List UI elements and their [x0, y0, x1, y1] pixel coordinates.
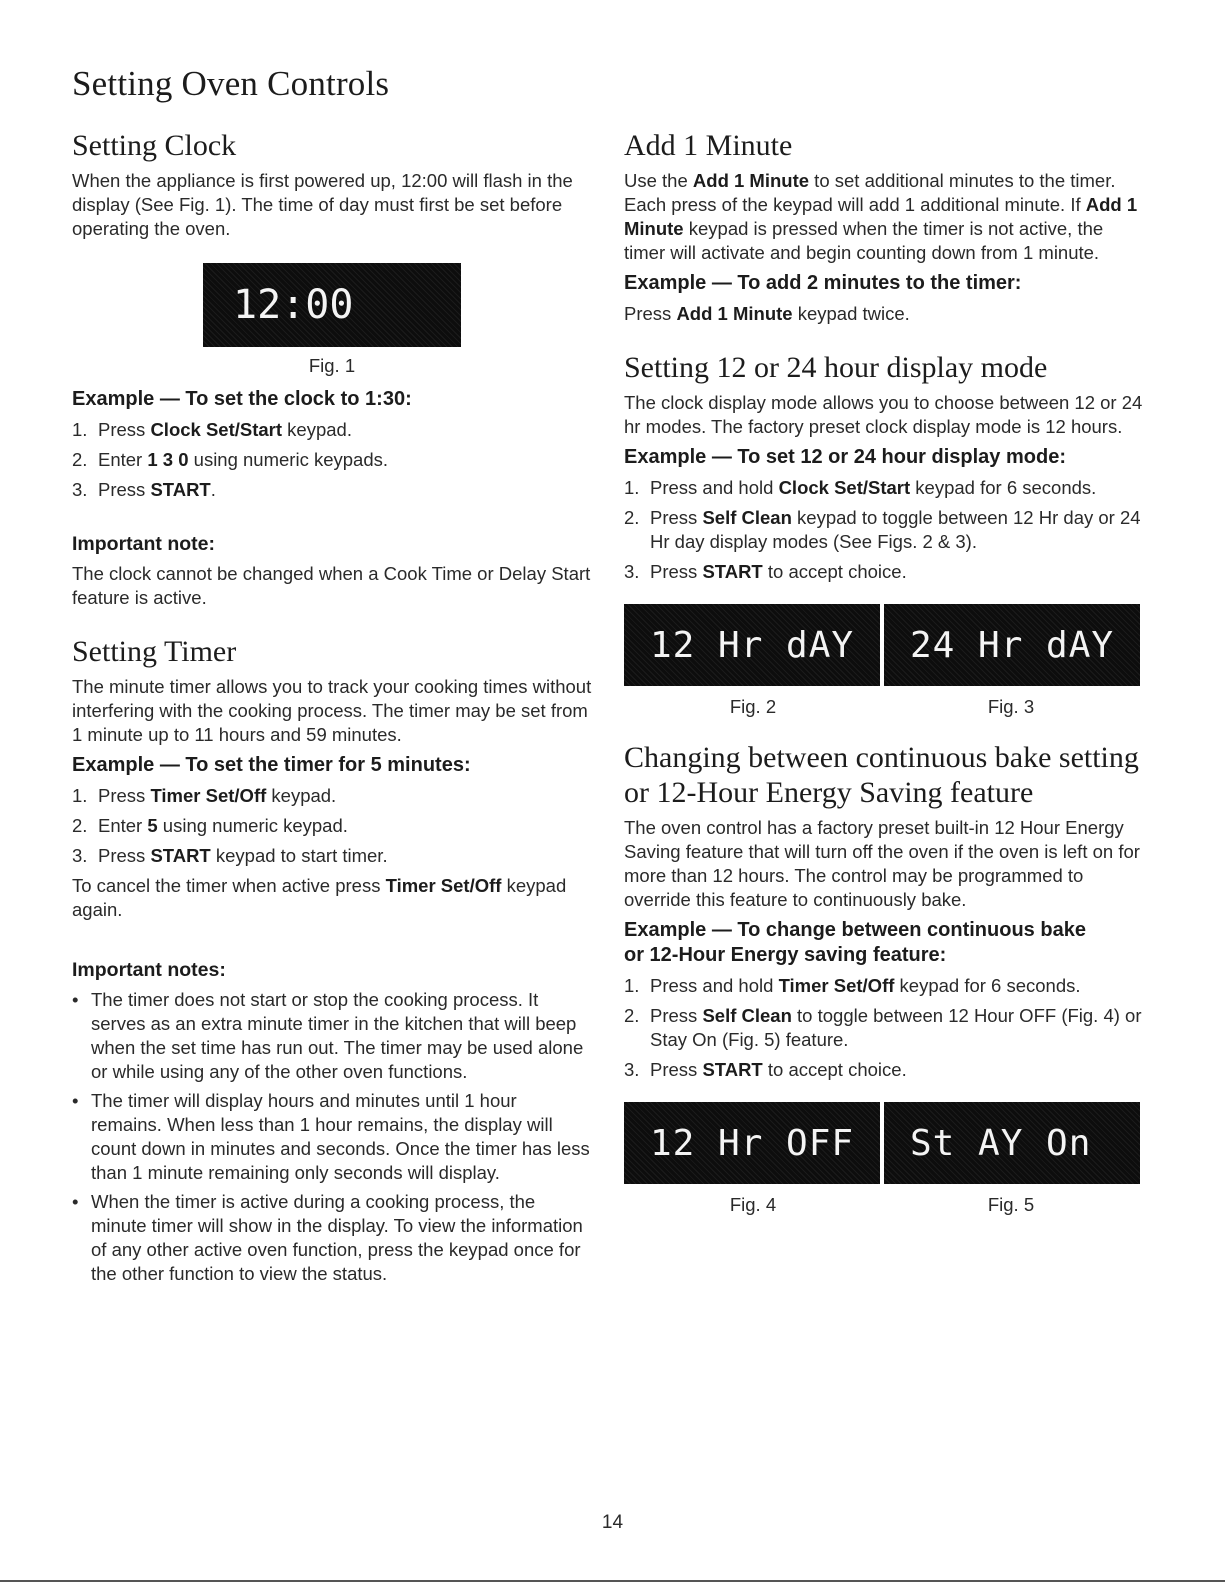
fig5-display [884, 1102, 1140, 1184]
clock-steps [72, 418, 592, 502]
energy-saving-example-heading: Example — To change between continuous bake or 12-Hour Energy saving feature: [624, 919, 1086, 966]
energy-saving-intro: The oven control has a factory preset built-in 12 Hour Energy Saving feature that will turn off the oven if the oven is left on for more than 12 hours. The control may be programmed to override this feature to continuously bake. [624, 817, 1140, 910]
list-item: 1. Press Timer Set/Off keypad. [72, 785, 337, 806]
energy-saving-heading: Changing between continuous bake setting or 12-Hour Energy Saving feature [624, 741, 1139, 809]
list-item: 2. Enter 1 3 0 using numeric keypads. [72, 449, 389, 470]
timer-cancel-text: To cancel the timer when active press Timer Set/Off keypad again. [72, 875, 567, 920]
add-minute-press: Press Add 1 Minute keypad twice. [624, 303, 910, 324]
list-item: 1. Press Clock Set/Start keypad. [72, 419, 352, 440]
display-mode-steps [624, 476, 1149, 584]
list-item: • When the timer is active during a cooking process, the minute timer will show in the display. To view the information of any other active oven function, press the keypad once for the other function to view the status. [72, 1191, 583, 1284]
list-item: 3. Press START. [72, 479, 216, 500]
fig2-fig3-displays [624, 604, 1140, 686]
list-item: • The timer will display hours and minutes until 1 hour remains. When less than 1 hour remains, the display will count down in minutes and seconds. Once the timer has less than 1 minute remaining only seconds will display. [72, 1090, 590, 1183]
timer-notes-heading: Important notes: [72, 959, 226, 981]
list-item: 3. Press START to accept choice. [624, 561, 907, 582]
add-minute-example-heading: Example — To add 2 minutes to the timer: [624, 272, 1022, 294]
setting-timer-intro: The minute timer allows you to track your cooking times without interfering with the cooking process. The timer may be set from 1 minute up to 11 hours and 59 minutes. [72, 676, 592, 745]
fig4-fig5-captions [624, 1194, 1140, 1216]
timer-steps [72, 784, 592, 868]
timer-example-heading: Example — To set the timer for 5 minutes: [72, 754, 471, 776]
list-item: 1. Press and hold Timer Set/Off keypad for 6 seconds. [624, 975, 1081, 996]
fig3-display-text: 24 Hr dAY [910, 624, 1115, 666]
fig5-display-text: St AY On [910, 1122, 1092, 1164]
clock-note-text: The clock cannot be changed when a Cook Time or Delay Start feature is active. [72, 563, 591, 608]
fig5-caption: Fig. 5 [987, 1194, 1035, 1215]
fig4-display [624, 1102, 880, 1184]
fig2-fig3-captions [624, 696, 1140, 718]
display-mode-intro: The clock display mode allows you to choose between 12 or 24 hr modes. The factory preset clock display mode is 12 hours. [624, 392, 1143, 437]
left-column [72, 128, 592, 1291]
setting-timer-section [72, 634, 592, 1286]
setting-clock-intro: When the appliance is first powered up, 12:00 will flash in the display (See Fig. 1). The time of day must first be set before operating the oven. [72, 170, 573, 239]
bullet-icon: • [72, 1191, 79, 1212]
fig4-caption: Fig. 4 [729, 1194, 777, 1215]
fig4-fig5-displays [624, 1102, 1140, 1184]
fig4-display-text: 12 Hr OFF [650, 1122, 855, 1164]
timer-notes [72, 988, 592, 1286]
fig1-display-text: 12:00 [233, 282, 354, 328]
list-item: 3. Press START to accept choice. [624, 1059, 907, 1080]
add-minute-intro: Use the Add 1 Minute to set additional minutes to the timer. Each press of the keypad will add 1 additional minute. If Add 1 Minute keypad is pressed when the timer is not active, the timer will activate and begin counting down from 1 minute. [624, 170, 1138, 263]
list-item: 2. Press Self Clean keypad to toggle between 12 Hr day or 24 Hr day display modes (See Figs. 2 & 3). [624, 507, 1141, 552]
display-mode-heading: Setting 12 or 24 hour display mode [624, 351, 1048, 384]
bullet-icon: • [72, 989, 79, 1010]
fig3-caption: Fig. 3 [987, 696, 1035, 717]
list-item: • The timer does not start or stop the cooking process. It serves as an extra minute timer in the kitchen that will beep when the set time has run out. The timer may be used alone or while using any of the other oven functions. [72, 989, 584, 1082]
bottom-rule [0, 1580, 1225, 1582]
energy-saving-steps [624, 974, 1149, 1082]
clock-example-heading: Example — To set the clock to 1:30: [72, 388, 412, 410]
display-mode-example-heading: Example — To set 12 or 24 hour display mode: [624, 446, 1066, 468]
fig2-caption: Fig. 2 [729, 696, 777, 717]
fig2-display [624, 604, 880, 686]
list-item: 1. Press and hold Clock Set/Start keypad for 6 seconds. [624, 477, 1097, 498]
page-number: 14 [601, 1512, 624, 1533]
fig1-display [203, 263, 461, 347]
right-column [624, 128, 1149, 1216]
fig1-caption: Fig. 1 [308, 355, 356, 376]
fig2-display-text: 12 Hr dAY [650, 624, 855, 666]
bullet-icon: • [72, 1090, 79, 1111]
energy-saving-section [624, 740, 1149, 1216]
setting-clock-heading: Setting Clock [72, 129, 237, 162]
display-mode-section [624, 350, 1149, 718]
setting-clock-section [72, 128, 592, 610]
clock-note-heading: Important note: [72, 533, 215, 555]
setting-timer-heading: Setting Timer [72, 635, 237, 668]
list-item: 3. Press START keypad to start timer. [72, 845, 388, 866]
fig3-display [884, 604, 1140, 686]
list-item: 2. Enter 5 using numeric keypad. [72, 815, 348, 836]
list-item: 2. Press Self Clean to toggle between 12 Hour OFF (Fig. 4) or Stay On (Fig. 5) feature. [624, 1005, 1142, 1050]
page-title: Setting Oven Controls [72, 64, 390, 103]
add-minute-section [624, 128, 1149, 326]
add-minute-heading: Add 1 Minute [624, 129, 793, 162]
